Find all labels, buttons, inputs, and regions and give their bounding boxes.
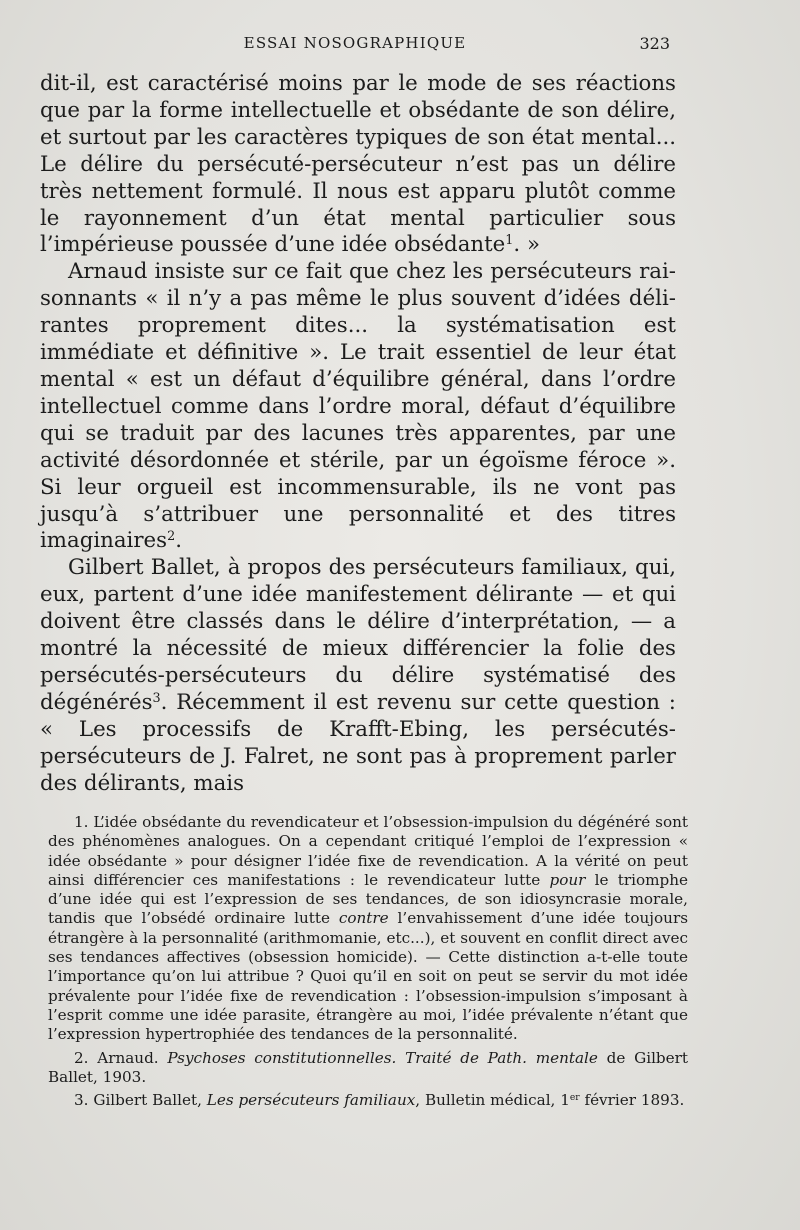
footnote-1-italic-contre: contre (338, 909, 389, 928)
running-title: ESSAI NOSOGRAPHIQUE (243, 34, 467, 52)
footnote-3 (48, 1091, 688, 1110)
paragraph-3-end: . Récemment il est revenu sur cette question : « Les processifs de Krafft-Ebing, les persécutés-persécuteurs de J. Falret, ne sont pas à proprement parler des délirants, mais (40, 689, 676, 796)
footnote-2-text-b: de Gilbert Ballet, 1903. (48, 1048, 688, 1086)
page-header (40, 34, 670, 56)
footnote-ref-2: 2 (167, 529, 176, 545)
footnote-3-text-a: 3. Gilbert Ballet, (74, 1091, 207, 1110)
paragraph-2 (40, 259, 676, 555)
paragraph-1-text: dit-il, est caractérisé moins par le mode de ses réactions que par la forme intellectuelle et obsédante de son délire, et surtout par les caractères typiques de son état mental... Le délire du persécuté-persécuteur n’est pas un délire très nettement formulé. Il nous est apparu plutôt comme le rayonnement d’un état mental particulier sous l’impérieuse poussée d’une idée obsédante (40, 71, 676, 258)
footnote-ref-1: 1 (505, 233, 514, 249)
footnote-1-text-a: 1. L’idée obsédante du revendicateur et l’obsession-impulsion du dégénéré sont des phénomènes analogues. On a cependant critiqué l’emploi de l’expression « idée obsédante » pour désigner l’idée fixe de revendication. A la vérité on peut ainsi différencier ces manifestations : le revendicateur lutte (48, 813, 688, 889)
footnote-2-text-a: 2. Arnaud. (74, 1048, 168, 1067)
page-number: 323 (639, 34, 670, 53)
main-text (40, 71, 676, 797)
footnote-3-title: Les persécuteurs familiaux (206, 1091, 416, 1110)
footnotes (48, 813, 688, 1114)
footnote-1-italic-pour: pour (549, 870, 586, 889)
paragraph-2-text: Arnaud insiste sur ce fait que chez les persécuteurs raisonnants « il n’y a pas même le plus souvent d’idées délirantes proprement dites... la systématisation est immédiate et définitive ». Le trait essentiel de leur état mental « est un défaut d’équilibre général, dans l’ordre intellectuel comme dans l’ordre moral, défaut d’équilibre qui se traduit par des lacunes très apparentes, par une activité désordonnée et stérile, par un égoïsme féroce ». Si leur orgueil est incommensurable, ils ne vont pas jusqu’à s’attribuer une personnalité et des titres imaginaires (40, 259, 676, 554)
footnote-ref-3: 3 (152, 690, 161, 706)
paragraph-3 (40, 555, 676, 797)
footnote-1-text-c: l’envahissement d’une idée toujours étrangère à la personnalité (arithmomanie, etc...), et souvent en conflit direct avec ses tendances affectives (obsession homicide). — Cette distinction a-t-elle toute l’importance qu’on lui attribue ? Quoi qu’il en soit on peut se servir du mot idée prévalente pour l’idée fixe de revendication : l’obsession-impulsion s’imposant à l’esprit comme une idée parasite, étrangère au moi, l’idée prévalente n’étant que l’expression hypertrophiée des tendances de la personnalité. (48, 909, 688, 1044)
footnote-3-text-b: , Bulletin médical, 1 (415, 1091, 570, 1110)
footnote-2 (48, 1049, 688, 1088)
footnote-1-text-b: le triomphe d’une idée qui est l’expression de ses tendances, de son idiosyncrasie morale, tandis que l’obsédé ordinaire lutte (48, 870, 688, 928)
footnote-2-title: Psychoses constitutionnelles. Traité de Path. mentale (167, 1048, 598, 1067)
paragraph-1-end: . » (513, 232, 540, 258)
paragraph-1 (40, 71, 676, 259)
footnote-3-text-c: février 1893. (579, 1091, 685, 1110)
paragraph-3-text: Gilbert Ballet, à propos des persécuteurs familiaux, qui, eux, partent d’une idée manifestement délirante — et qui doivent être classés dans le délire d’interprétation, — a montré la nécessité de mieux différencier la folie des persécutés-persécuteurs du délire systématisé des dégénérés (40, 555, 676, 715)
footnote-1 (48, 813, 688, 1045)
footnote-3-superscript: er (569, 1093, 580, 1104)
paragraph-2-end: . (175, 528, 182, 554)
